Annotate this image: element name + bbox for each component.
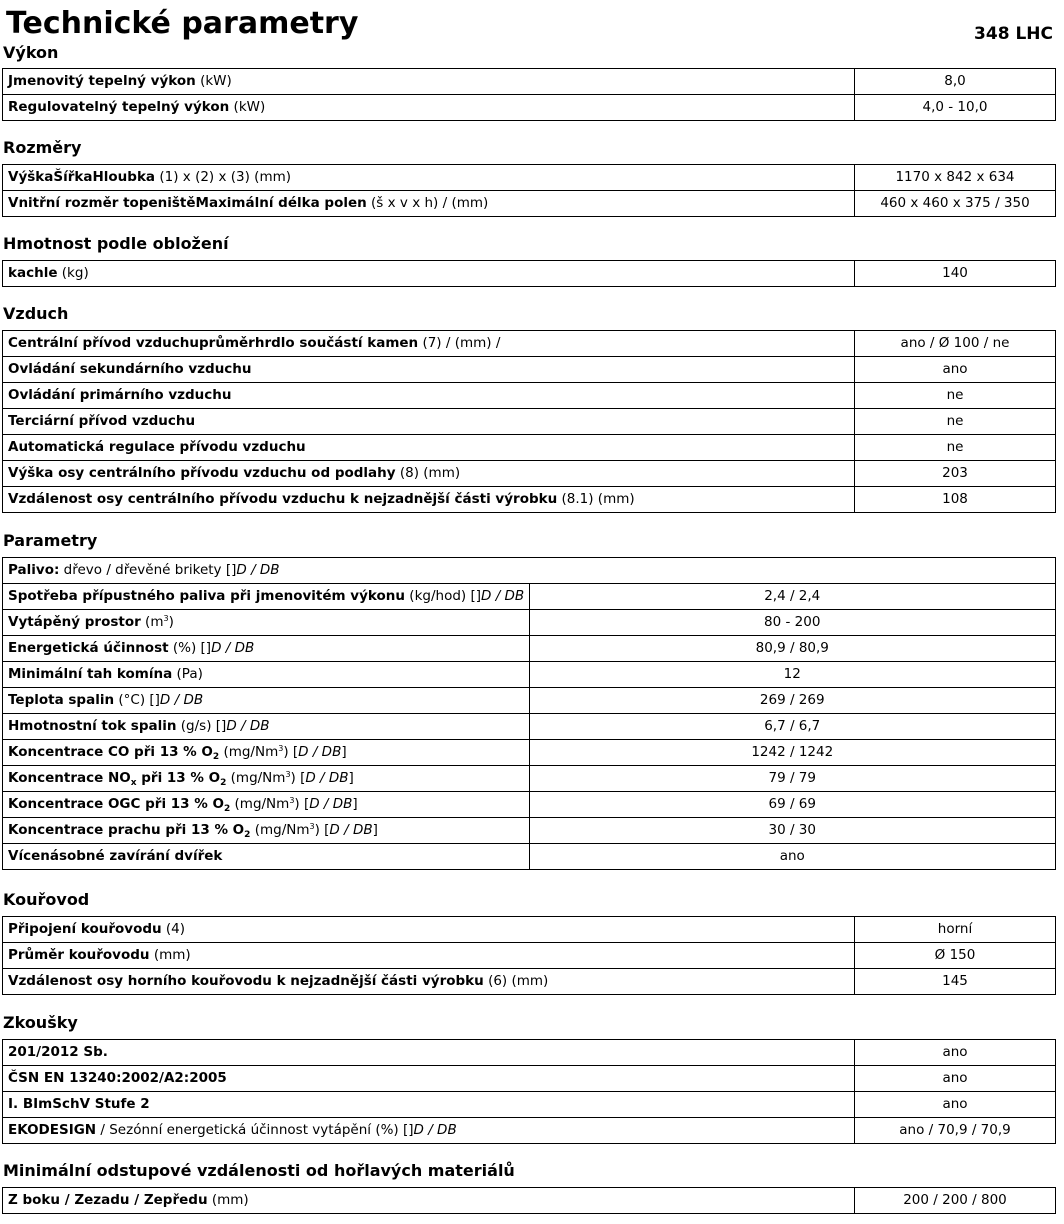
table-row bbox=[3, 1066, 1056, 1092]
section-title: Kouřovod bbox=[3, 890, 90, 909]
label-part: (7) / bbox=[418, 335, 455, 351]
label-part: Hmotnostní tok spalin bbox=[8, 718, 177, 734]
label-part: ) [ bbox=[290, 770, 306, 786]
label-part: D / DB bbox=[481, 588, 525, 604]
label-part: ČSN EN 13240:2002/A2:2005 bbox=[8, 1070, 227, 1086]
table-row bbox=[3, 165, 1056, 191]
section-title: Hmotnost podle obložení bbox=[3, 234, 229, 253]
label-part: D / DB bbox=[413, 1122, 457, 1138]
parameter-value: 269 / 269 bbox=[529, 688, 1056, 714]
label-part: Průměr kouřovodu bbox=[8, 947, 150, 963]
parameter-value: 79 / 79 bbox=[529, 766, 1056, 792]
table-row bbox=[3, 69, 1056, 95]
label-part: kachle bbox=[8, 265, 58, 281]
parameter-value: 1242 / 1242 bbox=[529, 740, 1056, 766]
label-part: (mm) / bbox=[454, 335, 501, 351]
label-part: (8) (mm) bbox=[395, 465, 461, 481]
parameter-label bbox=[3, 844, 530, 870]
label-part: Z boku / Zezadu / Zepředu bbox=[8, 1192, 208, 1208]
label-part: Ovládání primárního vzduchu bbox=[8, 387, 232, 403]
section-title: Rozměry bbox=[3, 138, 82, 157]
table-row bbox=[3, 558, 1056, 584]
parameter-label bbox=[3, 818, 530, 844]
parameter-label bbox=[3, 558, 1056, 584]
parameter-label bbox=[3, 688, 530, 714]
label-part: (mg/Nm bbox=[219, 744, 279, 760]
parameter-value: 4,0 - 10,0 bbox=[855, 95, 1056, 121]
table-row bbox=[3, 461, 1056, 487]
section-title: Zkoušky bbox=[3, 1013, 78, 1032]
label-part: Výška bbox=[8, 169, 54, 185]
parameter-label bbox=[3, 943, 855, 969]
label-part: (°C) [ bbox=[114, 692, 155, 708]
label-part: ] bbox=[352, 796, 358, 812]
parameter-label bbox=[3, 740, 530, 766]
table-row bbox=[3, 1118, 1056, 1144]
label-part: ] bbox=[408, 1122, 414, 1138]
parameter-label bbox=[3, 1118, 855, 1144]
label-part: ] bbox=[205, 640, 212, 656]
label-part: D / DB bbox=[298, 744, 342, 760]
label-part: Výška osy centrálního přívodu vzduchu od podlahy bbox=[8, 465, 396, 481]
page-title: Technické parametry bbox=[6, 6, 359, 41]
parameter-label bbox=[3, 95, 855, 121]
section-title: Parametry bbox=[3, 531, 98, 550]
parameter-label bbox=[3, 487, 855, 513]
table-row bbox=[3, 1040, 1056, 1066]
label-part: 201/2012 Sb. bbox=[8, 1044, 108, 1060]
parameter-value: 203 bbox=[855, 461, 1056, 487]
label-part: průměr bbox=[199, 335, 255, 351]
label-part: Vzdálenost osy horního kouřovodu k nejzadnější části výrobku bbox=[8, 973, 484, 989]
parameter-label bbox=[3, 261, 855, 287]
table-row bbox=[3, 688, 1056, 714]
label-part: / Sezónní energetická účinnost vytápění (%) [ bbox=[96, 1122, 409, 1138]
table-row bbox=[3, 943, 1056, 969]
table-row bbox=[3, 435, 1056, 461]
table-row bbox=[3, 844, 1056, 870]
parameter-label bbox=[3, 1040, 855, 1066]
label-part: D / DB bbox=[309, 796, 353, 812]
table-row bbox=[3, 261, 1056, 287]
label-part: 2 bbox=[220, 778, 227, 788]
table-row bbox=[3, 969, 1056, 995]
table-row bbox=[3, 383, 1056, 409]
spec-table bbox=[2, 557, 1056, 870]
table-row bbox=[3, 662, 1056, 688]
parameter-label bbox=[3, 409, 855, 435]
parameter-value: 145 bbox=[855, 969, 1056, 995]
label-part: ) [ bbox=[314, 822, 330, 838]
label-part: hrdlo součástí kamen bbox=[254, 335, 419, 351]
parameter-value: 1170 x 842 x 634 bbox=[855, 165, 1056, 191]
label-part: 2 bbox=[212, 752, 220, 762]
label-part: Koncentrace prachu při 13 % O bbox=[8, 822, 245, 838]
label-part: Terciární přívod vzduchu bbox=[8, 413, 196, 429]
parameter-label bbox=[3, 165, 855, 191]
parameter-value: Ø 150 bbox=[855, 943, 1056, 969]
label-part: Regulovatelný tepelný výkon bbox=[8, 99, 230, 115]
table-row bbox=[3, 357, 1056, 383]
section-title: Minimální odstupové vzdálenosti od hořlavých materiálů bbox=[3, 1161, 515, 1180]
label-part: při 13 % O bbox=[136, 770, 221, 786]
label-part: ] bbox=[231, 562, 237, 578]
parameter-label bbox=[3, 610, 530, 636]
label-part: dřevo / dřevěné brikety [ bbox=[59, 562, 232, 578]
label-part: Spotřeba přípustného paliva při jmenovitém výkonu bbox=[8, 588, 406, 604]
parameter-value: 80 - 200 bbox=[529, 610, 1056, 636]
parameter-value: ano bbox=[855, 357, 1056, 383]
table-row bbox=[3, 792, 1056, 818]
parameter-value: ne bbox=[855, 435, 1056, 461]
table-row bbox=[3, 1092, 1056, 1118]
label-part: Vzdálenost osy centrálního přívodu vzduchu k nejzadnější části výrobku bbox=[8, 491, 558, 507]
label-part: (Pa) bbox=[172, 666, 203, 682]
parameter-label bbox=[3, 1188, 855, 1214]
label-part: 2 bbox=[223, 804, 231, 814]
parameter-value: ano bbox=[855, 1066, 1056, 1092]
table-row bbox=[3, 331, 1056, 357]
label-part: Minimální tah komína bbox=[8, 666, 173, 682]
label-part: (mg/Nm bbox=[250, 822, 310, 838]
parameter-value: 69 / 69 bbox=[529, 792, 1056, 818]
label-part: Koncentrace CO při 13 % O bbox=[8, 744, 213, 760]
label-part: 3 bbox=[278, 744, 284, 753]
label-part: Maximální délka polen bbox=[195, 195, 367, 211]
label-part: ] bbox=[154, 692, 160, 708]
label-part: Připojení kouřovodu bbox=[8, 921, 162, 937]
parameter-label bbox=[3, 969, 855, 995]
label-part: (š x v x h) / bbox=[366, 195, 452, 211]
label-part: D / DB bbox=[236, 562, 280, 578]
parameter-label bbox=[3, 383, 855, 409]
parameter-label bbox=[3, 766, 530, 792]
parameter-value: ano bbox=[855, 1092, 1056, 1118]
label-part: Jmenovitý tepelný výkon bbox=[8, 73, 196, 89]
parameter-value: 8,0 bbox=[855, 69, 1056, 95]
label-part: Energetická účinnost bbox=[8, 640, 169, 656]
label-part: x bbox=[130, 778, 137, 788]
table-row bbox=[3, 610, 1056, 636]
table-row bbox=[3, 636, 1056, 662]
table-row bbox=[3, 740, 1056, 766]
parameter-value: ne bbox=[855, 383, 1056, 409]
spec-table bbox=[2, 1039, 1056, 1144]
label-part: ] bbox=[348, 770, 354, 786]
label-part: D / DB bbox=[159, 692, 204, 708]
label-part: EKODESIGN bbox=[8, 1122, 97, 1138]
label-part: (mg/Nm bbox=[230, 796, 290, 812]
label-part: Šířka bbox=[53, 169, 93, 185]
label-part: 3 bbox=[285, 770, 291, 779]
parameter-value: ano / 70,9 / 70,9 bbox=[855, 1118, 1056, 1144]
table-row bbox=[3, 714, 1056, 740]
label-part: Hloubka bbox=[92, 169, 156, 185]
spec-table bbox=[2, 164, 1056, 217]
parameter-value: 2,4 / 2,4 bbox=[529, 584, 1056, 610]
spec-table bbox=[2, 330, 1056, 513]
label-part: D / DB bbox=[226, 718, 270, 734]
table-row bbox=[3, 917, 1056, 943]
label-part: Vícenásobné zavírání dvířek bbox=[8, 848, 223, 864]
table-row bbox=[3, 487, 1056, 513]
label-part: Vnitřní rozměr topeniště bbox=[8, 195, 196, 211]
table-row bbox=[3, 95, 1056, 121]
label-part: 3 bbox=[289, 796, 295, 805]
table-row bbox=[3, 818, 1056, 844]
spec-table bbox=[2, 1187, 1056, 1214]
label-part: ) bbox=[168, 614, 174, 630]
label-part: Palivo: bbox=[8, 562, 60, 578]
label-part: 2 bbox=[244, 830, 251, 840]
table-row bbox=[3, 766, 1056, 792]
label-part: 3 bbox=[163, 614, 169, 623]
section-title: Výkon bbox=[3, 43, 59, 62]
label-part: ] bbox=[341, 744, 347, 760]
label-part: (mg/Nm bbox=[226, 770, 286, 786]
section-title: Vzduch bbox=[3, 304, 69, 323]
label-part: (mm) bbox=[149, 947, 191, 963]
label-part: (kg/hod) [ bbox=[405, 588, 476, 604]
spec-table bbox=[2, 916, 1056, 995]
parameter-label bbox=[3, 792, 530, 818]
table-row bbox=[3, 409, 1056, 435]
label-part: 3 bbox=[309, 822, 315, 831]
label-part: D / DB bbox=[305, 770, 349, 786]
parameter-label bbox=[3, 357, 855, 383]
label-part: (%) [ bbox=[168, 640, 206, 656]
label-part: ] bbox=[372, 822, 378, 838]
parameter-label bbox=[3, 331, 855, 357]
label-part: Automatická regulace přívodu vzduchu bbox=[8, 439, 306, 455]
parameter-value: ano bbox=[529, 844, 1056, 870]
label-part: ) [ bbox=[283, 744, 299, 760]
label-part: (kW) bbox=[195, 73, 232, 89]
label-part: Koncentrace NO bbox=[8, 770, 131, 786]
label-part: (m bbox=[140, 614, 164, 630]
label-part: (1) x bbox=[155, 169, 196, 185]
parameter-value: horní bbox=[855, 917, 1056, 943]
model-name: 348 LHC bbox=[974, 24, 1053, 44]
label-part: (2) x bbox=[195, 169, 231, 185]
parameter-value: 460 x 460 x 375 / 350 bbox=[855, 191, 1056, 217]
table-row bbox=[3, 1188, 1056, 1214]
parameter-value: ne bbox=[855, 409, 1056, 435]
label-part: (6) (mm) bbox=[483, 973, 549, 989]
parameter-label bbox=[3, 917, 855, 943]
parameter-value: 6,7 / 6,7 bbox=[529, 714, 1056, 740]
label-part: (mm) bbox=[451, 195, 489, 211]
label-part: (kg) bbox=[57, 265, 89, 281]
spec-table bbox=[2, 68, 1056, 121]
label-part: ) [ bbox=[294, 796, 310, 812]
label-part: Ovládání sekundárního vzduchu bbox=[8, 361, 252, 377]
label-part: (3) (mm) bbox=[230, 169, 292, 185]
parameter-value: 80,9 / 80,9 bbox=[529, 636, 1056, 662]
label-part: (mm) bbox=[207, 1192, 249, 1208]
label-part: Vytápěný prostor bbox=[8, 614, 141, 630]
table-row bbox=[3, 191, 1056, 217]
label-part: (4) bbox=[161, 921, 186, 937]
label-part: (kW) bbox=[229, 99, 266, 115]
label-part: I. BImSchV Stufe 2 bbox=[8, 1096, 150, 1112]
parameter-label bbox=[3, 714, 530, 740]
table-row bbox=[3, 584, 1056, 610]
parameter-label bbox=[3, 435, 855, 461]
label-part: D / DB bbox=[211, 640, 255, 656]
parameter-label bbox=[3, 69, 855, 95]
parameter-value: 12 bbox=[529, 662, 1056, 688]
parameter-label bbox=[3, 1092, 855, 1118]
parameter-label bbox=[3, 662, 530, 688]
parameter-label bbox=[3, 461, 855, 487]
parameter-label bbox=[3, 584, 530, 610]
label-part: ] bbox=[221, 718, 227, 734]
label-part: Centrální přívod vzduchu bbox=[8, 335, 200, 351]
label-part: Teplota spalin bbox=[8, 692, 115, 708]
label-part: D / DB bbox=[329, 822, 373, 838]
label-part: ] bbox=[475, 588, 482, 604]
parameter-value: ano / Ø 100 / ne bbox=[855, 331, 1056, 357]
parameter-value: 108 bbox=[855, 487, 1056, 513]
label-part: (g/s) [ bbox=[176, 718, 222, 734]
parameter-label bbox=[3, 1066, 855, 1092]
label-part: Koncentrace OGC při 13 % O bbox=[8, 796, 224, 812]
label-part: (8.1) (mm) bbox=[557, 491, 635, 507]
parameter-label bbox=[3, 191, 855, 217]
spec-table bbox=[2, 260, 1056, 287]
parameter-value: 140 bbox=[855, 261, 1056, 287]
parameter-value: ano bbox=[855, 1040, 1056, 1066]
parameter-value: 200 / 200 / 800 bbox=[855, 1188, 1056, 1214]
parameter-value: 30 / 30 bbox=[529, 818, 1056, 844]
parameter-label bbox=[3, 636, 530, 662]
